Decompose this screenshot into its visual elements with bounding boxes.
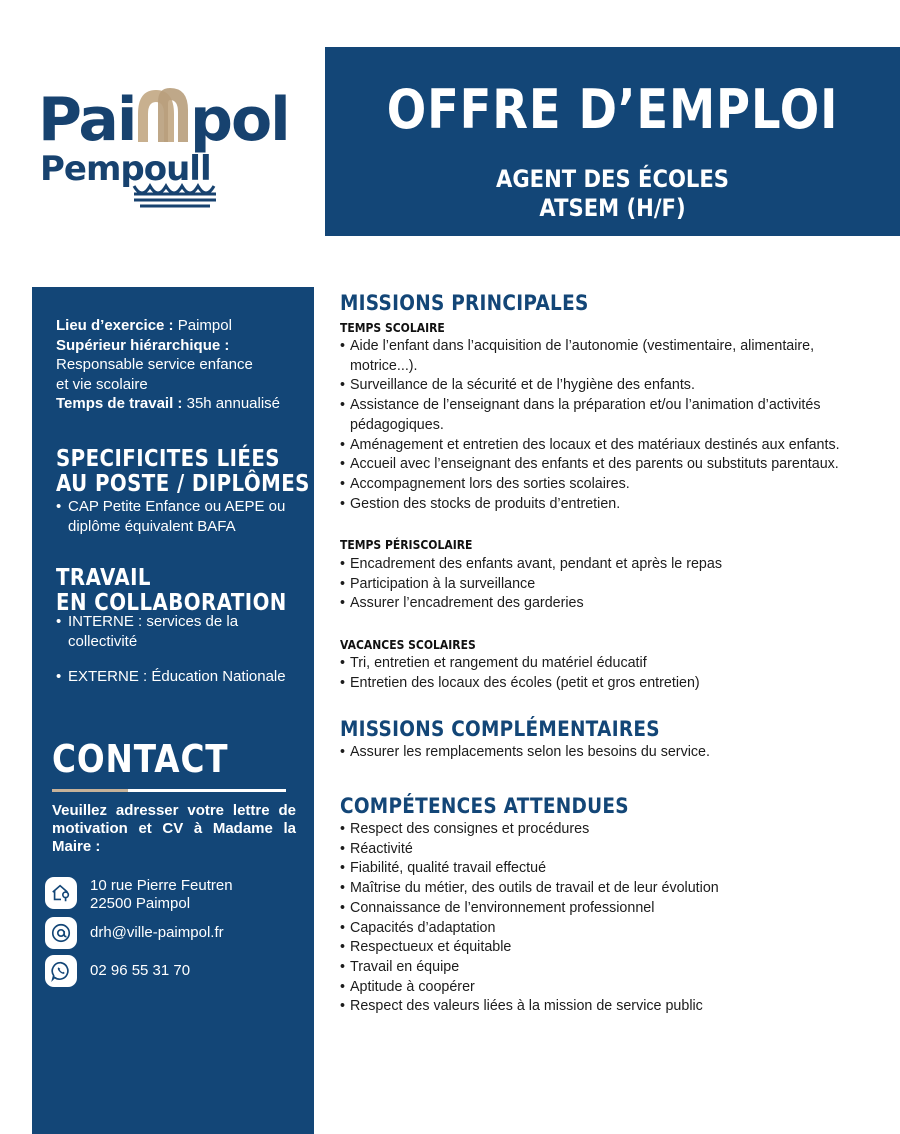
list-item: • Gestion des stocks de produits d’entretien.	[340, 495, 860, 515]
list-item: • Entretien des locaux des écoles (petit et gros entretien)	[340, 674, 860, 694]
superieur-value-2: et vie scolaire	[56, 375, 148, 393]
page-title: OFFRE D’EMPLOI	[386, 78, 839, 141]
list-item: • Surveillance de la sécurité et de l’hygiène des enfants.	[340, 376, 860, 396]
address-line-2: 22500 Paimpol	[90, 895, 191, 912]
list-item: • Capacités d’adaptation	[340, 919, 860, 939]
logo-graphic	[38, 82, 308, 212]
missions-complementaires-title: MISSIONS COMPLÉMENTAIRES	[340, 717, 660, 741]
at-sign-icon	[45, 917, 77, 949]
list-item: • Assurer l’encadrement des garderies	[340, 594, 860, 614]
missions-principales-title: MISSIONS PRINCIPALES	[340, 291, 589, 315]
superieur-label-text: Supérieur hiérarchique :	[56, 336, 230, 354]
list-item: • Respectueux et équitable	[340, 938, 860, 958]
competences-list	[340, 820, 860, 1017]
temps-periscolaire-list	[340, 555, 860, 614]
contact-divider-accent	[52, 789, 128, 792]
superieur-label	[56, 336, 306, 356]
list-item: • Connaissance de l’environnement professionnel	[340, 899, 860, 919]
travail-title-line-1: TRAVAIL	[56, 565, 151, 591]
phone-number[interactable]: 02 96 55 31 70	[90, 962, 191, 979]
email-link[interactable]: drh@ville-paimpol.fr	[90, 924, 224, 941]
travail-title-line-2: EN COLLABORATION	[56, 590, 287, 616]
travail-list	[56, 612, 306, 687]
superieur-value-1: Responsable service enfance	[56, 356, 253, 374]
address-line-1: 10 rue Pierre Feutren	[90, 877, 233, 894]
list-item: • EXTERNE : Éducation Nationale	[56, 667, 306, 687]
list-item: • Participation à la surveillance	[340, 575, 860, 595]
list-item: • Assurer les remplacements selon les besoins du service.	[340, 743, 860, 763]
temps-label: Temps de travail :	[56, 395, 183, 413]
contact-phone[interactable]	[45, 955, 190, 987]
lieu-row	[56, 316, 306, 336]
list-item: • INTERNE : services de la collectivité	[56, 612, 306, 651]
contact-divider	[52, 789, 286, 792]
contact-email[interactable]	[45, 917, 224, 949]
competences-title: COMPÉTENCES ATTENDUES	[340, 794, 629, 818]
vacances-scolaires-list	[340, 654, 860, 693]
temps-value: 35h annualisé	[182, 395, 281, 413]
lieu-value: Paimpol	[173, 317, 232, 334]
contact-address	[45, 877, 233, 913]
specificites-list	[56, 497, 306, 536]
list-item: • Aménagement et entretien des locaux et des matériaux destinés aux enfants.	[340, 436, 860, 456]
temps-periscolaire-title: TEMPS PÉRISCOLAIRE	[340, 538, 473, 552]
temps-scolaire-title: TEMPS SCOLAIRE	[340, 321, 445, 335]
svg-text:Pai: Pai	[38, 85, 136, 155]
list-item: • Fiabilité, qualité travail effectué	[340, 859, 860, 879]
missions-complementaires-list	[340, 743, 860, 763]
list-item: • Accompagnement lors des sorties scolaires.	[340, 475, 860, 495]
specificites-title	[56, 447, 310, 497]
specificites-title-line-2: AU POSTE / DIPLÔMES	[56, 471, 310, 497]
lieu-label: Lieu d’exercice :	[56, 317, 174, 334]
travail-title	[56, 566, 287, 616]
list-item: • CAP Petite Enfance ou AEPE ou diplôme équivalent BAFA	[56, 497, 306, 536]
temps-scolaire-list	[340, 337, 860, 514]
job-offer-header	[325, 47, 900, 236]
list-item: • Accueil avec l’enseignant des enfants et des parents ou substituts parentaux.	[340, 455, 860, 475]
list-item: • Tri, entretien et rangement du matériel éducatif	[340, 654, 860, 674]
job-info	[56, 316, 306, 414]
address-text	[90, 877, 233, 913]
contact-instructions: Veuillez adresser votre lettre de motivation et CV à Madame la Maire :	[52, 802, 296, 855]
job-title-line-2: ATSEM (H/F)	[539, 194, 686, 222]
list-item: • Respect des consignes et procédures	[340, 820, 860, 840]
home-location-icon	[45, 877, 77, 909]
temps-row	[56, 394, 306, 414]
list-item: • Travail en équipe	[340, 958, 860, 978]
svg-text:Pempoull: Pempoull	[40, 149, 211, 189]
paimpol-logo	[38, 82, 308, 212]
list-item: • Aptitude à coopérer	[340, 978, 860, 998]
phone-icon	[45, 955, 77, 987]
list-item: • Encadrement des enfants avant, pendant et après le repas	[340, 555, 860, 575]
list-item: • Respect des valeurs liées à la mission de service public	[340, 997, 860, 1017]
vacances-scolaires-title: VACANCES SCOLAIRES	[340, 638, 476, 652]
job-title	[360, 165, 866, 223]
specificites-title-line-1: SPECIFICITES LIÉES	[56, 446, 280, 472]
list-item: • Aide l’enfant dans l’acquisition de l’autonomie (vestimentaire, alimentaire, motrice...).	[340, 337, 860, 376]
job-title-line-1: AGENT DES ÉCOLES	[495, 165, 730, 193]
contact-title: CONTACT	[52, 737, 229, 781]
list-item: • Assistance de l’enseignant dans la préparation et/ou l’animation d’activités pédagogiques.	[340, 396, 860, 435]
svg-text:pol: pol	[190, 85, 289, 155]
list-item: • Réactivité	[340, 840, 860, 860]
list-item: • Maîtrise du métier, des outils de travail et de leur évolution	[340, 879, 860, 899]
sidebar	[32, 287, 314, 1134]
